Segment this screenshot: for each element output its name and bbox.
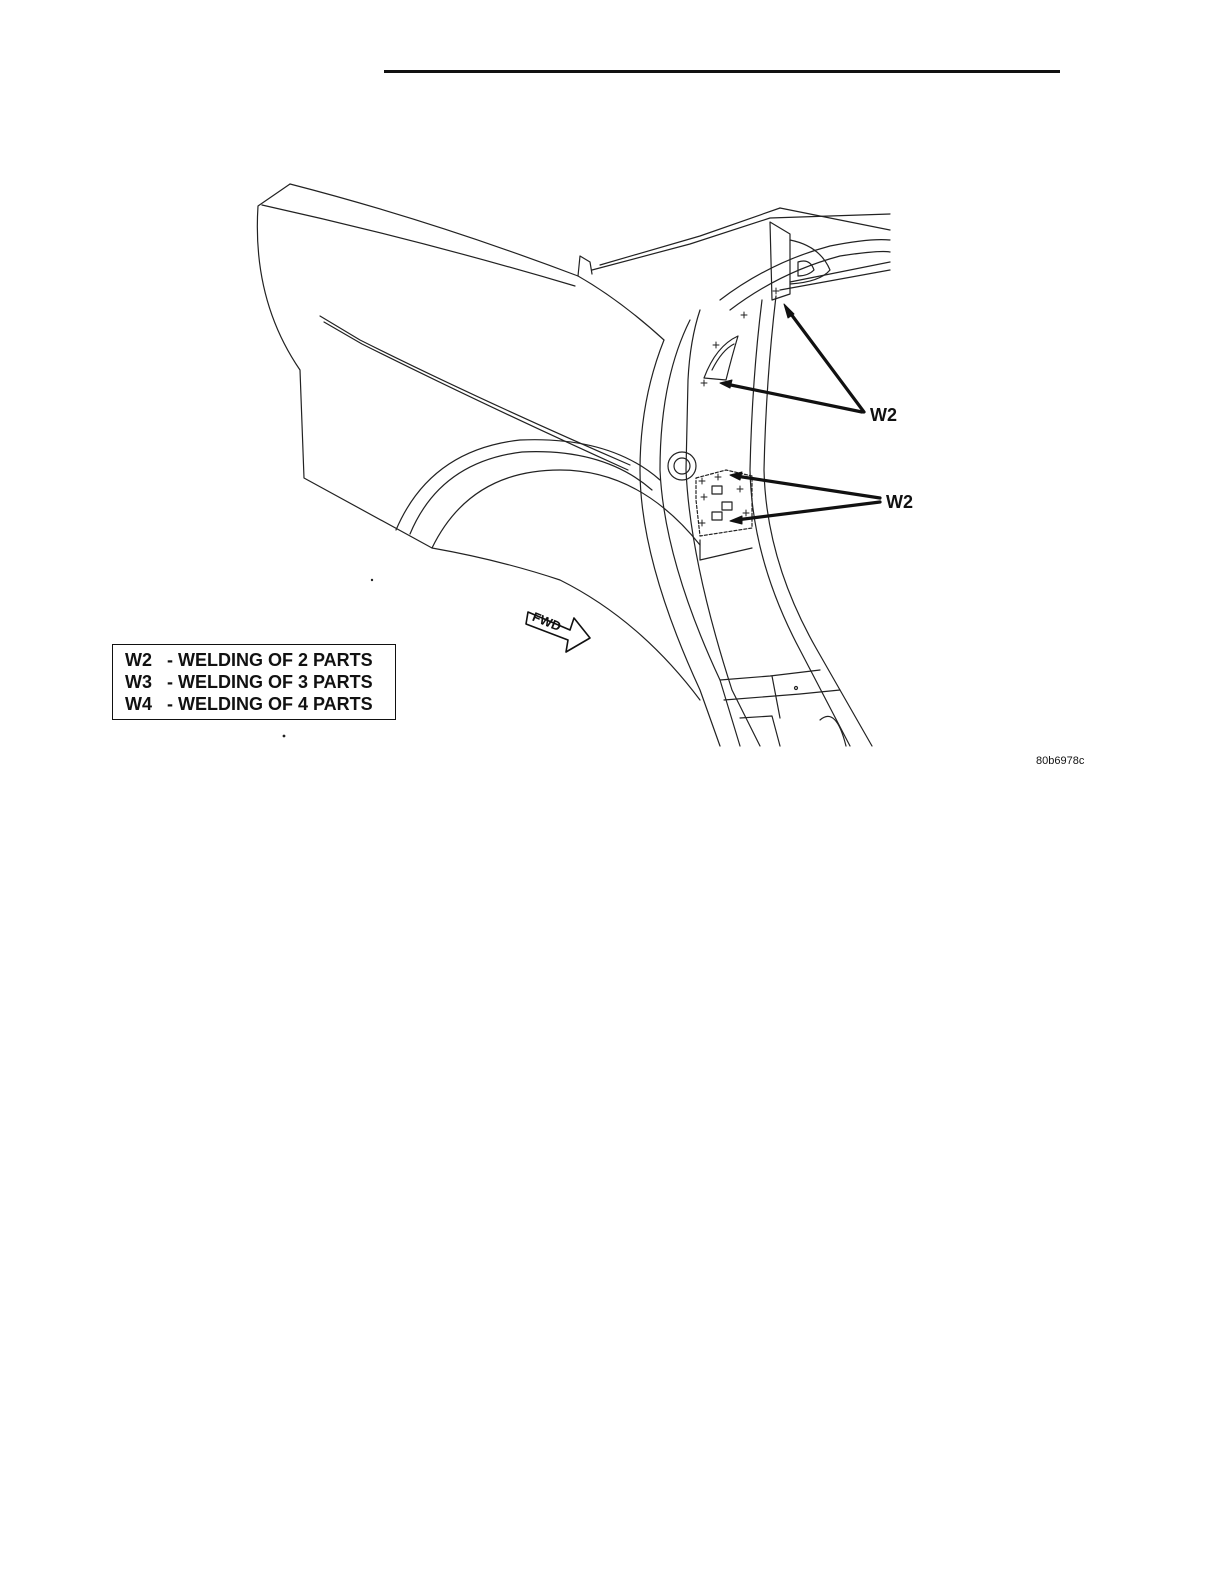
panel-crease <box>320 316 630 465</box>
legend-row-w3 <box>125 671 395 693</box>
leader-lines <box>726 310 880 520</box>
grommet <box>668 452 696 480</box>
legend-text: - WELDING OF 4 PARTS <box>167 694 373 714</box>
legend-code: W4 <box>125 694 152 714</box>
callout-w2-lower: W2 <box>886 492 913 512</box>
legend-code: W3 <box>125 672 152 692</box>
panel-top-inner <box>262 205 575 286</box>
legend-row-w4 <box>125 693 395 715</box>
legend-text: - WELDING OF 3 PARTS <box>167 672 373 692</box>
fwd-label: FWD <box>530 609 564 634</box>
legend-code: W2 <box>125 650 152 670</box>
quarter-panel-outline <box>257 184 700 548</box>
arrowheads <box>720 304 794 524</box>
figure-id: 80b6978c <box>1036 755 1085 767</box>
panel-top-edge <box>290 184 664 340</box>
callout-w2-upper: W2 <box>870 405 897 425</box>
wheel-arch <box>396 440 660 530</box>
legend-row-w2 <box>125 649 395 671</box>
weld-legend <box>112 644 396 720</box>
pillar-inner <box>750 300 850 746</box>
pillar-outer <box>640 340 720 746</box>
legend-text: - WELDING OF 2 PARTS <box>167 650 373 670</box>
